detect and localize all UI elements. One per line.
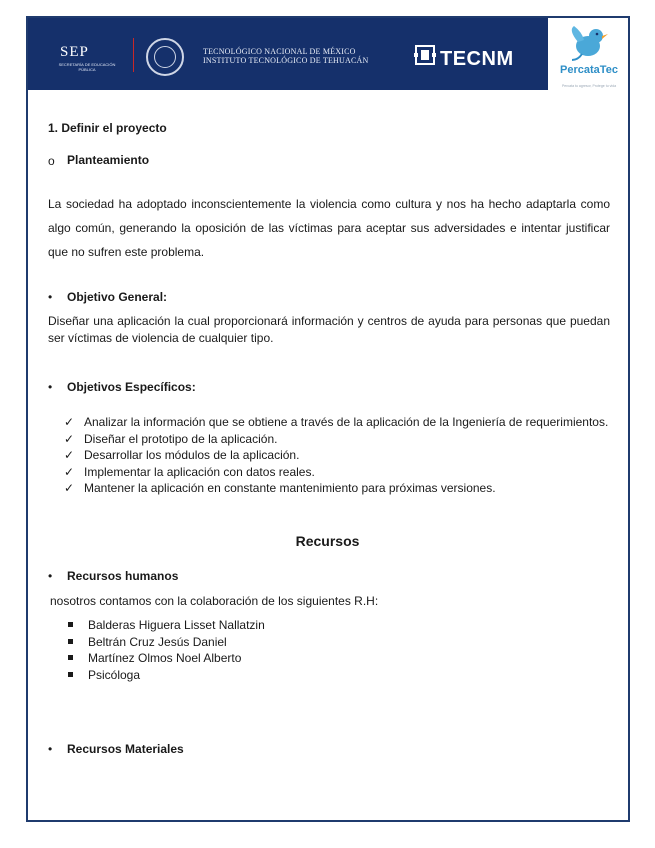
bullet: • (48, 380, 53, 394)
square-bullet-icon (68, 639, 73, 644)
list-item (88, 650, 588, 667)
header-divider (133, 38, 134, 72)
tecnm-gear-icon (414, 44, 436, 66)
checkmark-icon: ✓ (64, 464, 75, 479)
recursos-title: Recursos (295, 533, 360, 549)
people-list (88, 617, 588, 683)
percatatec-logo-text: PercataTec (560, 64, 618, 76)
seal-inner-ring (154, 46, 176, 68)
tecnm-logo-text: TECNM (440, 48, 514, 70)
person-name: Psicóloga (88, 667, 141, 682)
objetivos-especificos-title: Objetivos Específicos: (67, 380, 196, 394)
sub-marker: o (48, 154, 55, 168)
percatatec-bird-icon (548, 22, 628, 90)
list-item (88, 667, 588, 684)
section-title: 1. Definir el proyecto (48, 121, 167, 135)
list-item (64, 464, 610, 481)
person-name: Martínez Olmos Noel Alberto (88, 651, 242, 665)
list-item-text: Implementar la aplicación con datos reales. (84, 464, 315, 479)
percatatec-tagline: Percata tu agresor, Protege tu vida (561, 84, 617, 88)
tecnm-line-1: TECNOLÓGICO NACIONAL DE MÉXICO (203, 47, 356, 56)
checkmark-icon: ✓ (64, 448, 75, 462)
checkmark-icon: ✓ (64, 415, 75, 429)
bullet: • (48, 290, 53, 304)
list-item (88, 634, 588, 651)
objetivos-list (64, 414, 610, 497)
planteamiento-paragraph: La sociedad ha adoptado inconscientemente la violencia como cultura y nos ha hecho adaptarla como algo común, generando la oposición de las víctimas para aceptar sus adversidades e intentar justificar que no sufren este problema. (48, 197, 610, 259)
checkmark-icon: ✓ (64, 481, 75, 495)
tecnm-institution-names (203, 47, 368, 65)
tecnm-line-2: INSTITUTO TECNOLÓGICO DE TEHUACÁN (203, 56, 369, 65)
square-bullet-icon (68, 672, 73, 677)
bullet: • (48, 742, 53, 756)
list-item (64, 480, 610, 497)
recursos-humanos-intro: nosotros contamos con la colaboración de los siguientes R.H: (50, 594, 379, 608)
recursos-humanos-title: Recursos humanos (67, 569, 179, 583)
sep-subtitle: SECRETARÍA DE EDUCACIÓN PÚBLICA (58, 62, 116, 72)
recursos-materiales-title: Recursos Materiales (67, 742, 184, 756)
checkmark-icon: ✓ (64, 431, 75, 446)
list-item-text: Analizar la información que se obtiene a través de la aplicación de la Ingeniería de requerimientos. (84, 415, 609, 429)
bullet: • (48, 569, 53, 583)
list-item (64, 414, 610, 431)
list-item-text: Mantener la aplicación en constante mantenimiento para próximas versiones. (84, 481, 496, 495)
list-item (64, 431, 610, 448)
objetivo-general-title: Objetivo General: (67, 290, 168, 304)
person-name: Balderas Higuera Lisset Nallatzin (88, 618, 265, 632)
sep-logo: SEP (60, 44, 89, 60)
list-item-text: Desarrollar los módulos de la aplicación. (84, 448, 300, 462)
list-item (88, 617, 588, 634)
list-item-text: Diseñar el prototipo de la aplicación. (84, 431, 278, 446)
sub-title: Planteamiento (67, 153, 150, 167)
square-bullet-icon (68, 655, 73, 660)
objetivo-general-text: Diseñar una aplicación la cual proporcionará información y centros de ayuda para personas que puedan ser víctimas de violencia de cualquier tipo. (48, 314, 610, 345)
person-name: Beltrán Cruz Jesús Daniel (88, 634, 227, 649)
square-bullet-icon (68, 622, 73, 627)
list-item (64, 447, 610, 464)
